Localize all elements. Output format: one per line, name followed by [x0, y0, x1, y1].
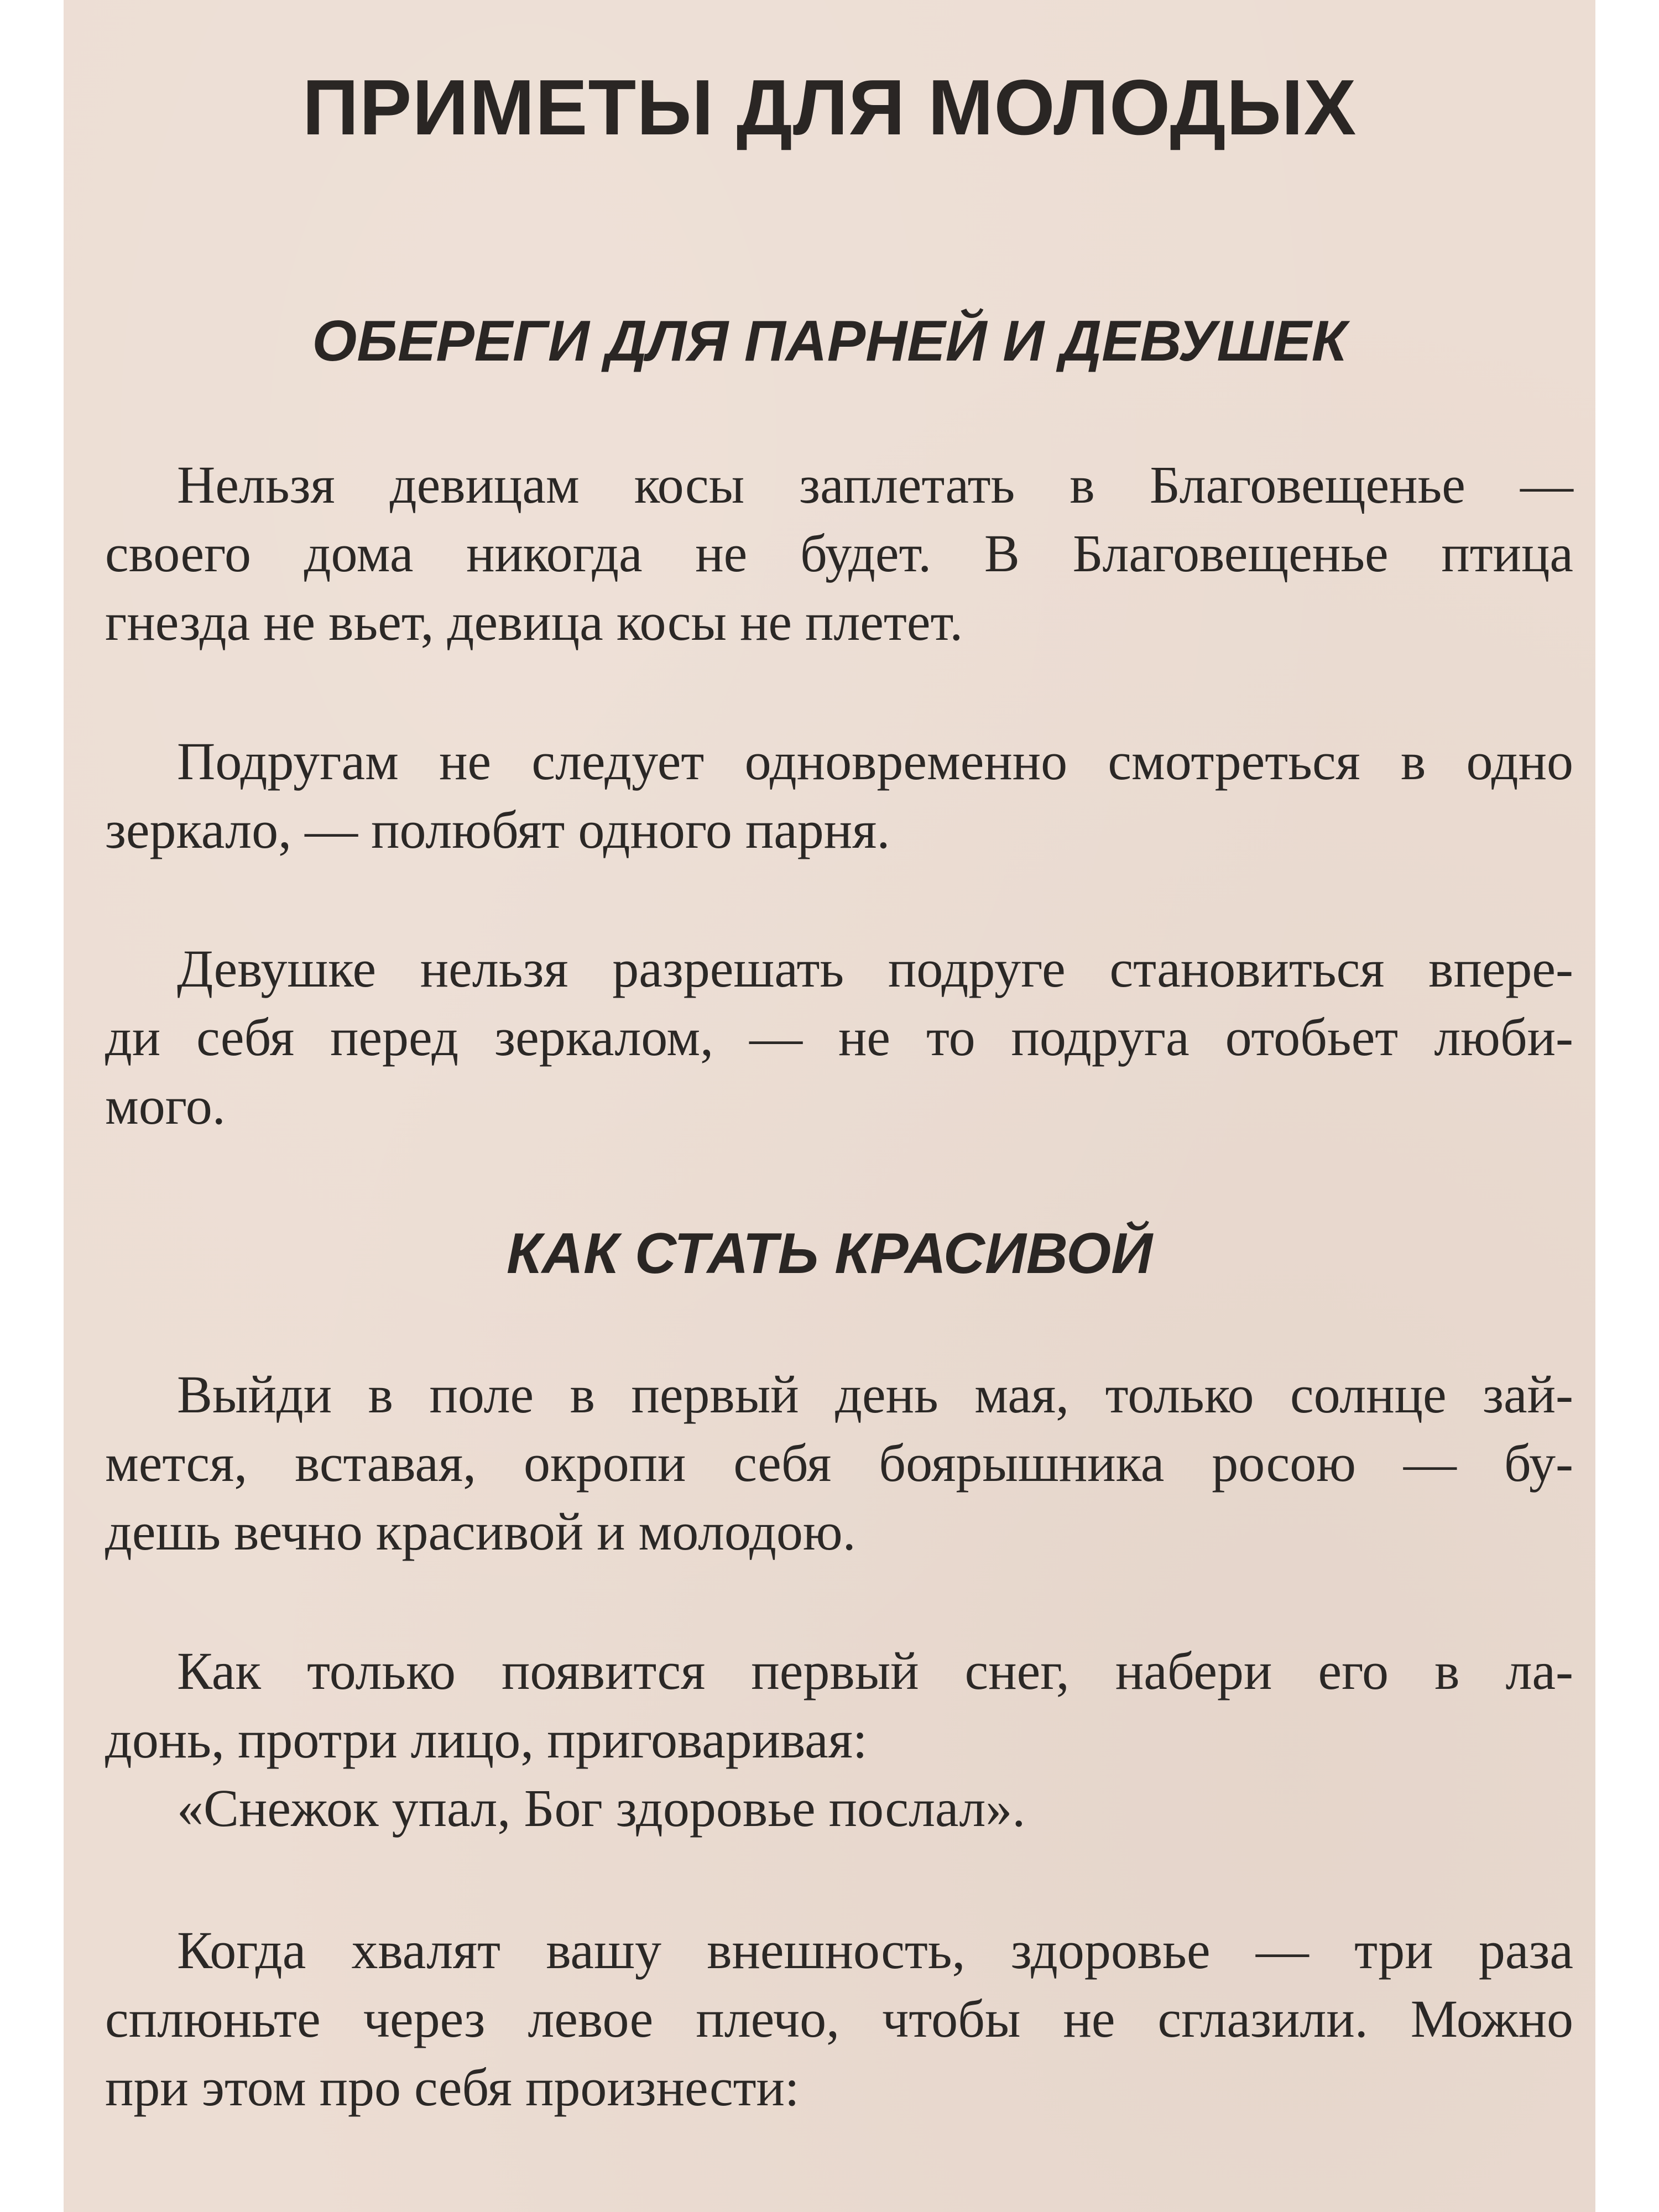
section-heading-beauty: КАК СТАТЬ КРАСИВОЙ: [506, 1222, 1153, 1286]
text-line: дешь вечно красивой и молодою.: [105, 1502, 856, 1561]
text-line: Подругам не следует одновременно смотреться в одно: [177, 732, 1573, 791]
text-line: ди себя перед зеркалом, — не то подруга отобьет люби-: [105, 1008, 1573, 1067]
text-line: «Снежок упал, Бог здоровье послал».: [177, 1778, 1026, 1838]
text-line: мого.: [105, 1076, 226, 1135]
text-line: донь, протри лицо, приговаривая:: [105, 1710, 868, 1769]
text-line: гнезда не вьет, девица косы не плетет.: [105, 592, 963, 651]
paragraph: [105, 1916, 1573, 2122]
text-line: Нельзя девицам косы заплетать в Благовещенье —: [177, 455, 1573, 514]
paragraph: [105, 1360, 1573, 1566]
paragraph: [105, 727, 1573, 864]
text-line: своего дома никогда не будет. В Благовещенье птица: [105, 524, 1573, 583]
text-line: мется, вставая, окропи себя боярышника росою — бу-: [105, 1433, 1573, 1493]
paragraph: [105, 1637, 1573, 1843]
book-page: [64, 0, 1595, 2212]
text-line: Девушке нельзя разрешать подруге становиться впере-: [177, 939, 1573, 998]
page-title: ПРИМЕТЫ ДЛЯ МОЛОДЫХ: [302, 64, 1357, 152]
text-line: Как только появится первый снег, набери его в ла-: [177, 1641, 1573, 1700]
text-line: зеркало, — полюбят одного парня.: [105, 800, 890, 859]
paragraph: [105, 451, 1573, 656]
text-line: Выйди в поле в первый день мая, только солнце зай-: [177, 1365, 1573, 1424]
section-heading-amulets: ОБЕРЕГИ ДЛЯ ПАРНЕЙ И ДЕВУШЕК: [312, 309, 1347, 373]
text-line: сплюньте через левое плечо, чтобы не сглазили. Можно: [105, 1989, 1573, 2048]
paragraph: [105, 935, 1573, 1140]
text-line: при этом про себя произнести:: [105, 2058, 800, 2117]
text-line: Когда хвалят вашу внешность, здоровье — три раза: [177, 1921, 1573, 1980]
